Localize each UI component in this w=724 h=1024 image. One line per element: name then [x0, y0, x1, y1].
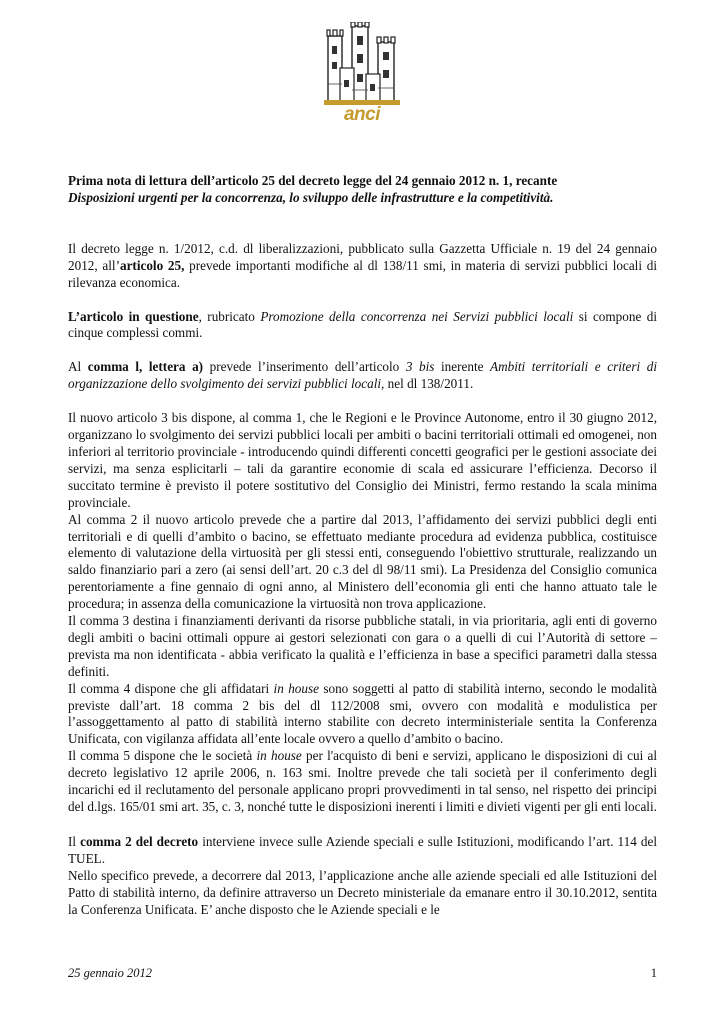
- castle-icon: [322, 22, 402, 106]
- italic-run: 3 bis: [405, 359, 435, 375]
- text-run: per l'acquisto di beni e servizi, applicano le disposizioni di cui al decreto legislativo 12 aprile 2006, n. 163 smi. Inoltre prevede che tali società per il conferimento degli incarichi ed il reclutamento del personale applicano propri provvedimenti in tal senso, nel rispetto dei principi del d.lgs. 165/01 smi art. 35, c. 3, nonché tutte le disposizioni inerenti i limiti e divieti vigenti per gli enti locali.: [68, 748, 658, 814]
- italic-run: in house: [256, 748, 302, 764]
- bold-run: L’articolo in questione: [68, 308, 199, 324]
- paragraph-art3bis-c3: Il comma 3 destina i finanziamenti derivanti da risorse pubbliche statali, in via prioritaria, agli enti di governo degli ambiti o bacini ottimali oppure ai gestori selezionati con gara o a quelli di cui l’Autorità di settore – prevista ma non identificata - abbia verificato la qualità e l’efficienza in base a specifici parametri dalla stessa definiti.: [68, 613, 657, 679]
- text-run: Il: [68, 833, 81, 849]
- italic-run: Ambiti territoriali e criteri di organizzazione dello svolgimento dei servizi pubblici locali,: [68, 359, 658, 392]
- logo-wordmark: anci: [343, 104, 381, 125]
- text-run: interviene invece sulle Aziende speciali e sulle Istituzioni, modificando l’art. 114 del TUEL.: [68, 833, 657, 866]
- title-line-1: Prima nota di lettura dell’articolo 25 del decreto legge del 24 gennaio 2012 n. 1, recante: [68, 173, 558, 188]
- paragraph-art3bis-c1: Il nuovo articolo 3 bis dispone, al comma 1, che le Regioni e le Province Autonome, entro il 30 giugno 2012, organizzano lo svolgimento dei servizi pubblici locali per ambiti o bacini territoriali ottimali ed omogenei, non inferiori al territorio provinciale - introducendo quindi differenti concetti geografici per le gestioni associate dei servizi, ma senza esplicitarli – tali da garantire economie di scala ed assicurare l’efficienza. Decorso il succitato termine è previsto il potere sostitutivo del Consiglio dei Ministri, fermo restando la scala minima provinciale.: [68, 410, 657, 510]
- text-run: prevede importanti modifiche al dl 138/11 smi, in materia di servizi pubblici locali di rilevanza economica.: [68, 257, 657, 290]
- text-run: inerente: [434, 359, 491, 375]
- text-run: Il comma 4 dispone che gli affidatari: [68, 680, 274, 696]
- text-run: Il decreto legge n. 1/2012, c.d. dl liberalizzazioni, pubblicato sulla Gazzetta Ufficiale n. 19 del 24 gennaio 2012, all’: [68, 240, 657, 273]
- footer-date: 25 gennaio 2012: [68, 966, 153, 980]
- document-body: [68, 173, 657, 918]
- page-number: 1: [650, 966, 657, 980]
- paragraph-art3bis-c2: Al comma 2 il nuovo articolo prevede che a partire dal 2013, l’affidamento dei servizi pubblici degli enti territoriali e di quelli d’ambito o bacino, se effettuato mediante procedura ad evidenza pubblica, costituisce elemento di valutazione della virtuosità per gli stessi enti, conseguendo l'obiettivo strutturale, realizzando un saldo finanziario pari a zero (ai sensi dell’art. 20 c.3 del dl 98/11 smi). La Presidenza del Consiglio comunica perentoriamente a fine gennaio di ogni anno, al Ministero dell’economia gli enti che hanno attuato tale le procedura; in assenza della comunicazione la virtuosità non trova applicazione.: [68, 511, 657, 612]
- text-run: Al: [68, 359, 88, 375]
- paragraph-comma-2: [68, 834, 657, 868]
- paragraph-article: [68, 309, 657, 343]
- italic-run: Promozione della concorrenza nei Servizi pubblici locali: [260, 308, 574, 324]
- paragraph-intro: [68, 241, 657, 292]
- paragraph-art3bis-c5: [68, 748, 657, 816]
- text-run: nel dl 138/2011.: [384, 376, 474, 392]
- text-run: Il comma 5 dispone che le società: [68, 748, 257, 764]
- paragraph-aziende-speciali: Nello specifico prevede, a decorrere dal 2013, l’applicazione anche alle aziende speciali ed alle Istituzioni del Patto di stabilità interno, da definire attraverso un Decreto ministeriale da emanare entro il 30.10.2012, sentita la Conferenza Unificata. E’ anche disposto che le Aziende speciali e le: [68, 867, 657, 917]
- bold-run: comma 2 del decreto: [80, 833, 199, 849]
- paragraph-comma-1: [68, 359, 657, 393]
- bold-run: articolo 25,: [119, 257, 185, 273]
- italic-run: in house: [273, 680, 319, 696]
- text-run: , rubricato: [198, 308, 261, 324]
- title-line-2: Disposizioni urgenti per la concorrenza, lo sviluppo delle infrastrutture e la competitività.: [68, 189, 554, 205]
- text-run: sono soggetti al patto di stabilità interno, secondo le modalità previste dall’art. 18 comma 2 bis del dl 112/2008 smi, ovvero con modalità e modulistica per l’assoggettamento al patto di stabilità interno stabilite con decreto interministeriale sentita la Conferenza Unificata, con vigilanza affidata all’ente locale ovvero a quello d’ambito o bacino.: [68, 680, 657, 747]
- document-title: [68, 173, 657, 207]
- paragraph-art3bis-c4: [68, 681, 657, 749]
- text-run: prevede l’inserimento dell’articolo: [203, 359, 406, 375]
- text-run: si compone di cinque complessi commi.: [68, 308, 657, 341]
- anci-logo: [322, 22, 402, 132]
- bold-run: comma l, lettera a): [87, 359, 204, 375]
